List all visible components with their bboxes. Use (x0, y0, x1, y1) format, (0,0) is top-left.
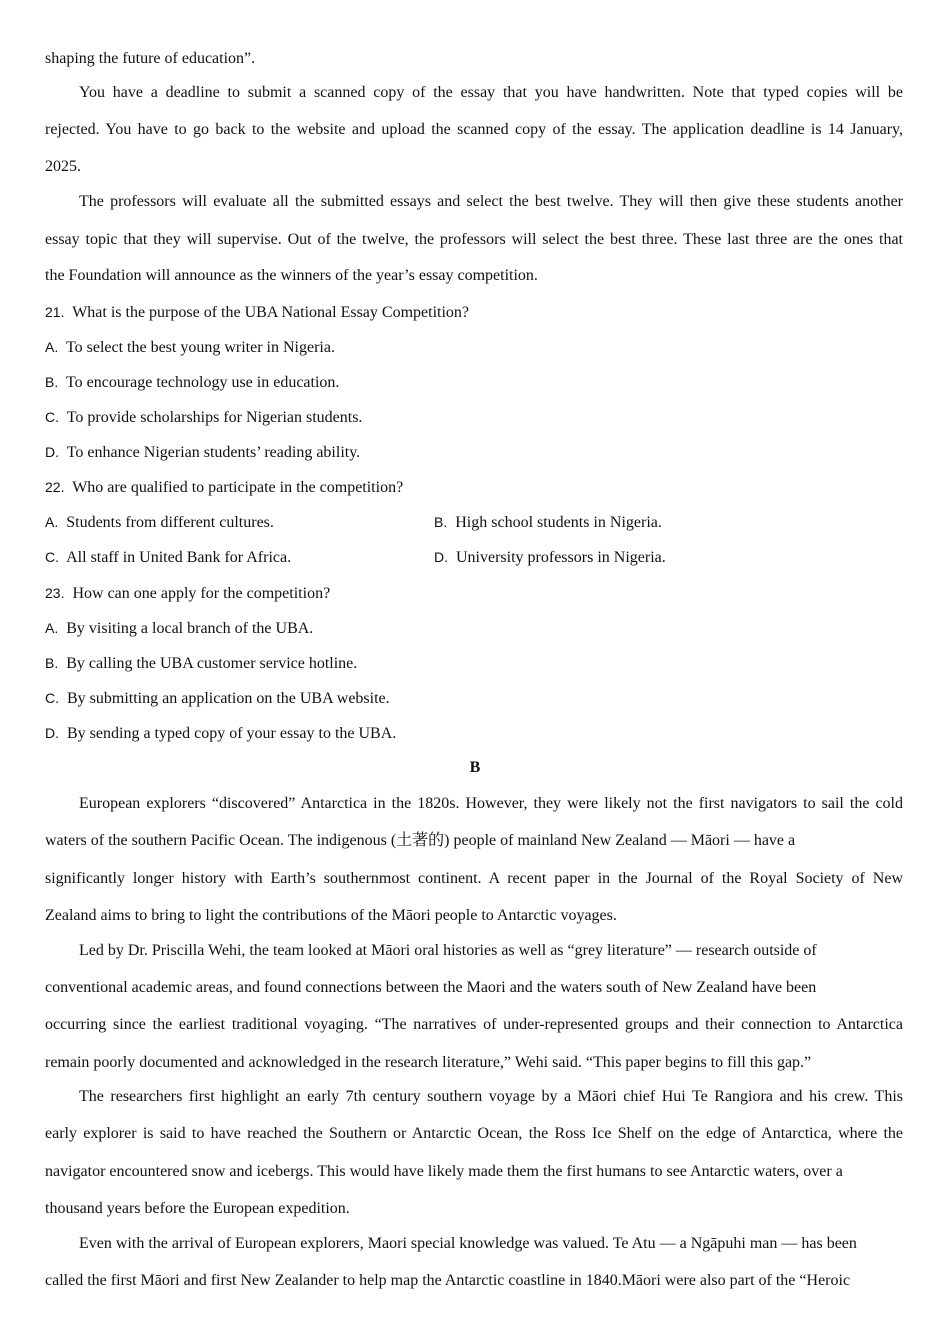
option-letter: D. (434, 549, 448, 565)
passage-b-line: significantly longer history with Earth’s southernmost continent. A recent paper in the Journal of the Royal Society of New (45, 870, 903, 887)
passage-b-line: conventional academic areas, and found connections between the Maori and the waters south of New Zealand have been (45, 979, 817, 996)
option-text: By visiting a local branch of the UBA. (66, 620, 314, 637)
passage-a-line: rejected. You have to go back to the website and upload the scanned copy of the essay. The application deadline is 14 January, (45, 121, 903, 138)
passage-a-line: essay topic that they will supervise. Out of the twelve, the professors will select the best three. These last three are the ones that (45, 231, 903, 248)
option-letter: B. (45, 374, 59, 390)
question-21 (45, 302, 469, 323)
option-text: By calling the UBA customer service hotline. (66, 655, 358, 672)
option-23a (45, 618, 313, 639)
option-text: All staff in United Bank for Africa. (66, 549, 292, 566)
option-letter: A. (45, 339, 59, 355)
option-21d (45, 442, 360, 463)
passage-b-line: Even with the arrival of European explorers, Maori special knowledge was valued. Te Atu — a Ngāpuhi man — has been (79, 1235, 857, 1252)
option-letter: C. (45, 690, 59, 706)
option-text: High school students in Nigeria. (455, 514, 662, 531)
question-23 (45, 583, 330, 604)
passage-a-line: the Foundation will announce as the winners of the year’s essay competition. (45, 267, 538, 284)
question-number: 22. (45, 479, 65, 495)
passage-b-line: European explorers “discovered” Antarctica in the 1820s. However, they were likely not the first navigators to sail the cold (79, 795, 903, 812)
question-text: How can one apply for the competition? (72, 585, 331, 602)
option-letter: A. (45, 620, 59, 636)
passage-a-line: shaping the future of education”. (45, 50, 256, 67)
option-letter: D. (45, 725, 59, 741)
option-23b (45, 653, 357, 674)
option-22b (434, 512, 662, 533)
passage-b-line: called the first Māori and first New Zealander to help map the Antarctic coastline in 1840.Māori were also part of the “Heroic (45, 1272, 851, 1289)
question-text: Who are qualified to participate in the competition? (72, 479, 404, 496)
option-letter: C. (45, 549, 59, 565)
passage-b-line: The researchers first highlight an early 7th century southern voyage by a Māori chief Hui Te Rangiora and his crew. This (79, 1088, 903, 1105)
question-text: What is the purpose of the UBA National Essay Competition? (72, 304, 470, 321)
question-22 (45, 477, 403, 498)
option-text: To enhance Nigerian students’ reading ability. (66, 444, 361, 461)
option-22c (45, 547, 291, 568)
option-text: By submitting an application on the UBA website. (67, 690, 390, 707)
option-21c (45, 407, 362, 428)
passage-b-line: remain poorly documented and acknowledged in the research literature,” Wehi said. “This paper begins to fill this gap.” (45, 1054, 812, 1071)
option-21a (45, 337, 335, 358)
passage-b-line: occurring since the earliest traditional voyaging. “The narratives of under-represented groups and their connection to Antarctica (45, 1016, 903, 1033)
passage-b-line: navigator encountered snow and icebergs. This would have likely made them the first humans to see Antarctic waters, over a (45, 1163, 843, 1180)
option-text: To provide scholarships for Nigerian students. (66, 409, 363, 426)
option-21b (45, 372, 339, 393)
option-text: University professors in Nigeria. (456, 549, 666, 566)
option-letter: D. (45, 444, 59, 460)
passage-b-line: waters of the southern Pacific Ocean. The indigenous (土著的) people of mainland New Zealand — Māori — have a (45, 832, 796, 849)
passage-b-line: Led by Dr. Priscilla Wehi, the team looked at Māori oral histories as well as “grey literature” — research outside of (79, 942, 817, 959)
option-letter: A. (45, 514, 59, 530)
option-text: By sending a typed copy of your essay to the UBA. (67, 725, 397, 742)
question-number: 23. (45, 585, 65, 601)
passage-b-line: Zealand aims to bring to light the contributions of the Māori people to Antarctic voyages. (45, 907, 617, 924)
option-letter: C. (45, 409, 59, 425)
option-text: To encourage technology use in education. (65, 374, 340, 391)
option-text: To select the best young writer in Nigeria. (65, 339, 335, 356)
passage-a-line: You have a deadline to submit a scanned copy of the essay that you have handwritten. Note that typed copies will be (79, 84, 903, 101)
option-letter: B. (45, 655, 59, 671)
option-23c (45, 688, 390, 709)
section-heading: B (469, 759, 481, 776)
option-letter: B. (434, 514, 448, 530)
option-22a (45, 512, 274, 533)
passage-a-line: The professors will evaluate all the submitted essays and select the best twelve. They will then give these students another (79, 193, 903, 210)
question-number: 21. (45, 304, 65, 320)
option-22d (434, 547, 666, 568)
passage-b-line: thousand years before the European expedition. (45, 1200, 350, 1217)
passage-a-line: 2025. (45, 158, 81, 175)
option-23d (45, 723, 396, 744)
option-text: Students from different cultures. (66, 514, 274, 531)
passage-b-line: early explorer is said to have reached the Southern or Antarctic Ocean, the Ross Ice Shelf on the edge of Antarctica, where the (45, 1125, 903, 1142)
